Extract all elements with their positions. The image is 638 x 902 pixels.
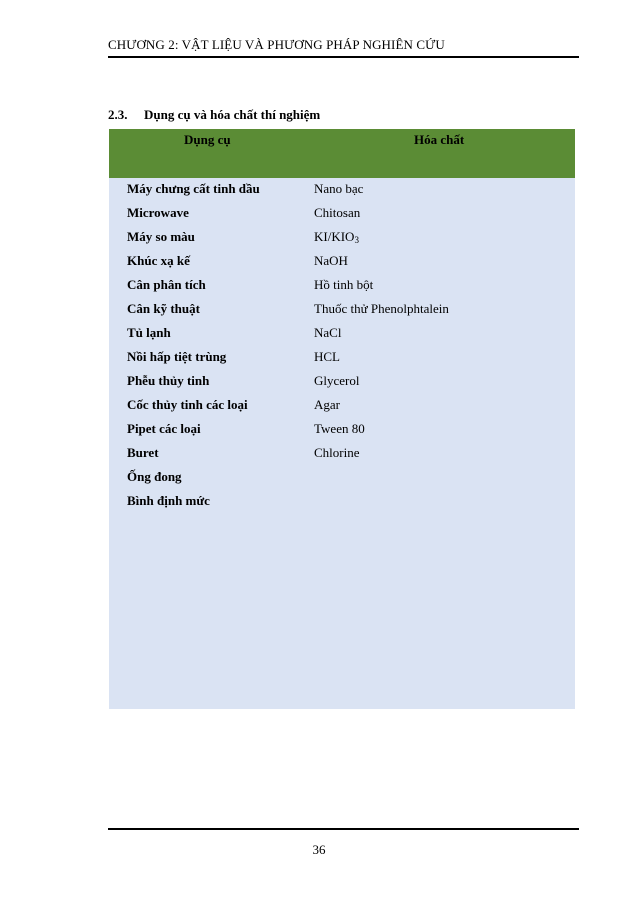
table-row [109,205,575,229]
table-row [109,445,575,469]
tool-cell: Pipet các loại [127,421,201,436]
tool-cell: Bình định mức [127,493,210,508]
chemical-cell: Thuốc thử Phenolphtalein [314,301,449,316]
table-row [109,277,575,301]
tool-cell: Cốc thủy tinh các loại [127,397,248,412]
header-divider [108,56,579,58]
chemical-cell [314,229,359,245]
chemical-cell: Chitosan [314,205,361,220]
chemical-cell: Glycerol [314,373,360,388]
column-header-chemicals: Hóa chất [414,132,465,147]
tool-cell: Microwave [127,205,189,220]
formula-subscript: 3 [354,235,359,245]
tool-cell: Máy chưng cất tinh dầu [127,181,260,196]
chemical-cell: Chlorine [314,445,360,460]
tool-cell: Buret [127,445,159,460]
table-row [109,301,575,325]
tool-cell: Nồi hấp tiệt trùng [127,349,227,364]
chemical-cell: Tween 80 [314,421,365,436]
tool-cell: Máy so màu [127,229,195,244]
tool-cell: Ống đong [127,469,182,484]
section-title: Dụng cụ và hóa chất thí nghiệm [144,107,321,122]
footer-divider [108,828,579,830]
tool-cell: Cân kỹ thuật [127,301,200,316]
chemical-cell: Agar [314,397,340,412]
tool-cell: Tủ lạnh [127,325,171,340]
page-header: CHƯƠNG 2: VẬT LIỆU VÀ PHƯƠNG PHÁP NGHIÊN CỨU [108,37,445,52]
table-row [109,253,575,277]
section-heading [108,107,320,123]
chemical-cell: Hồ tinh bột [314,277,374,292]
tool-cell: Cân phân tích [127,277,206,292]
table-row [109,373,575,397]
chemical-formula: KI/KIO [314,229,355,244]
page-number: 36 [312,842,326,857]
table-row [109,325,575,349]
table-row [109,493,575,517]
tool-cell: Khúc xạ kế [127,253,190,268]
chemical-cell: NaCl [314,325,342,340]
table-row [109,469,575,493]
table-row [109,181,575,205]
section-number: 2.3. [108,107,128,122]
table-row [109,421,575,445]
chemical-cell: HCL [314,349,340,364]
table-body [109,181,575,517]
chemical-cell: Nano bạc [314,181,364,196]
chemical-cell: NaOH [314,253,348,268]
table-row [109,349,575,373]
table-row [109,397,575,421]
table-header-row [109,129,575,178]
materials-table [109,129,575,709]
tool-cell: Phễu thủy tinh [127,373,210,388]
column-header-tools: Dụng cụ [184,132,231,147]
table-row [109,229,575,253]
